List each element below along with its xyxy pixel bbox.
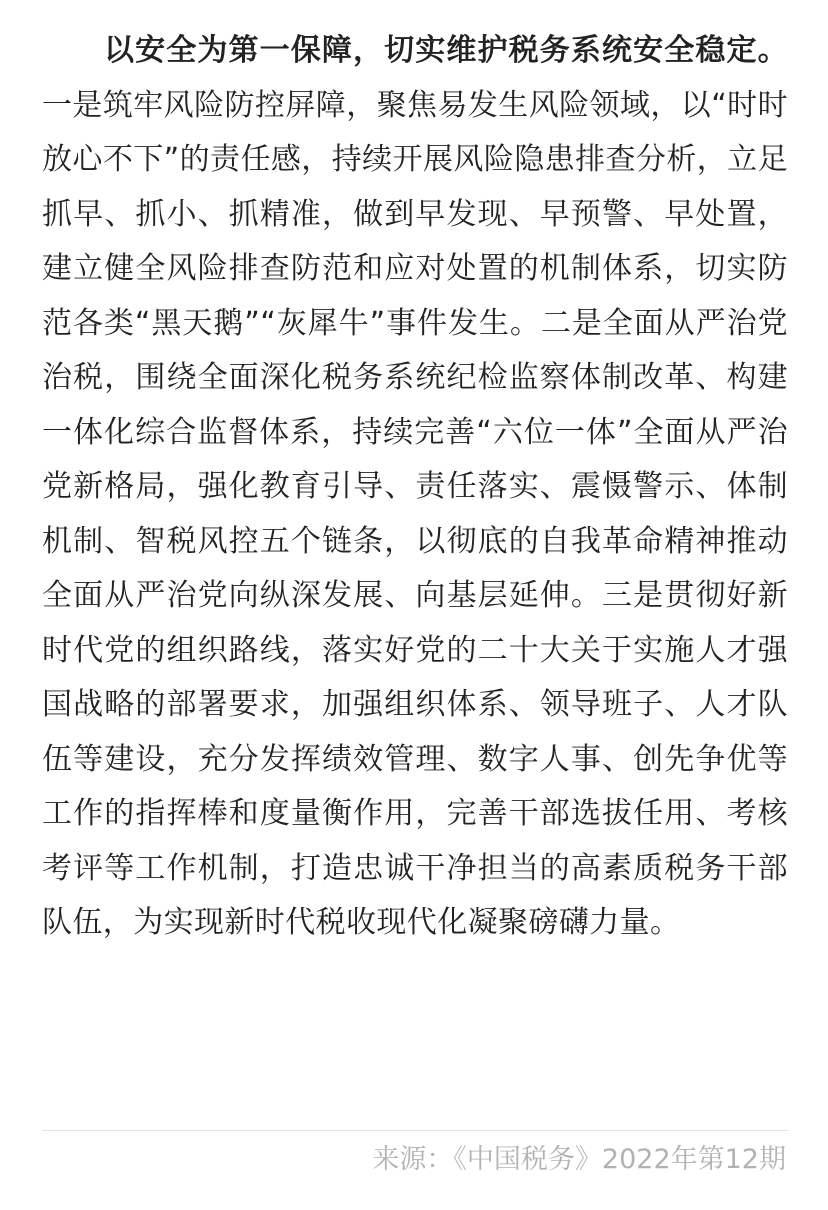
article-paragraph (42, 24, 788, 951)
source-citation: 来源：《中国税务》2022年第12期 (372, 1144, 786, 1175)
divider (42, 1130, 788, 1131)
lead-sentence: 以安全为第一保障，切实维护税务系统安全稳定。 (104, 33, 788, 68)
article-body (42, 24, 788, 951)
paragraph-text: 一是筑牢风险防控屏障，聚焦易发生风险领域，以“时时放心不下”的责任感，持续开展风险隐患排查分析，立足抓早、抓小、抓精准，做到早发现、早预警、早处置，建立健全风险排查防范和应对处置的机制体系，切实防范各类“黑天鹅”“灰犀牛”事件发生。二是全面从严治党治税，围绕全面深化税务系统纪检监察体制改革、构建一体化综合监督体系，持续完善“六位一体”全面从严治党新格局，强化教育引导、责任落实、震慑警示、体制机制、智税风控五个链条，以彻底的自我革命精神推动全面从严治党向纵深发展、向基层延伸。三是贯彻好新时代党的组织路线，落实好党的二十大关于实施人才强国战略的部署要求，加强组织体系、领导班子、人才队伍等建设，充分发挥绩效管理、数字人事、创先争优等工作的指挥棒和度量衡作用，完善干部选拔任用、考核考评等工作机制，打造忠诚干净担当的高素质税务干部队伍，为实现新时代税收现代化凝聚磅礴力量。 (42, 87, 788, 940)
